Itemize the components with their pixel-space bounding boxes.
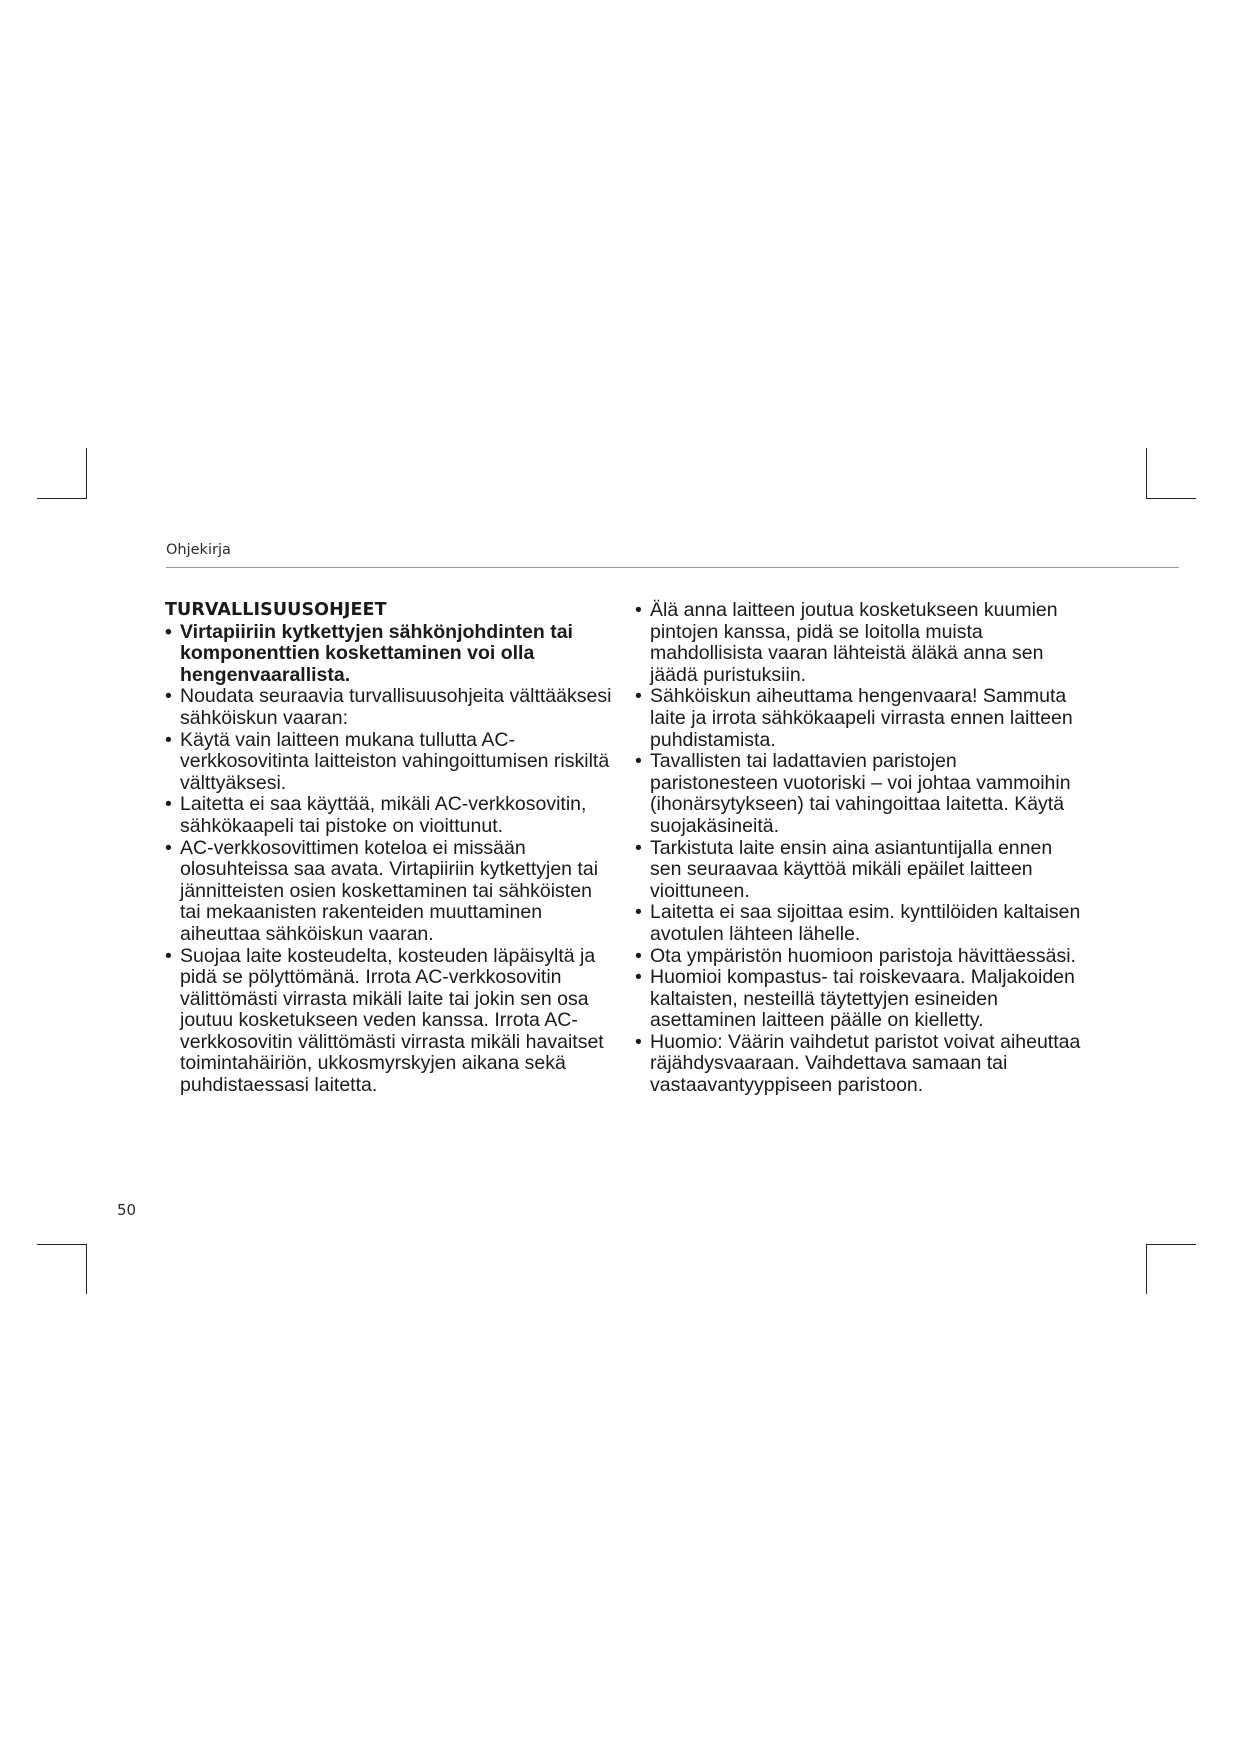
bullet-icon: • (635, 944, 642, 967)
list-item: • Käytä vain laitteen mukana tullutta AC-verkkosovitinta laitteiston vahingoittumisen riskiltä välttyäksesi. (165, 728, 610, 794)
list-item: • Noudata seuraavia turvallisuusohjeita välttääksesi sähköiskun vaaran: (165, 685, 612, 729)
bullet-icon: • (165, 793, 172, 816)
list-item: • Älä anna laitteen joutua kosketukseen kuumien pintojen kanssa, pidä se loitolla muista mahdollisista vaaran lähteistä äläkä anna sen jäädä puristuksiin. (635, 599, 1058, 686)
list-item: • Tarkistuta laite ensin aina asiantuntijalla ennen sen seuraavaa käyttöä mikäli epäilet laitteen vioittuneen. (635, 836, 1053, 902)
list-item: • Tavallisten tai ladattavien paristojen paristonesteen vuotoriski – voi johtaa vammoihin (ihonärsytykseen) tai vahingoittaa laitetta. Käytä suojakäsineitä. (635, 750, 1071, 837)
right-bullet-list (633, 600, 1083, 1097)
left-column (163, 600, 613, 1097)
bullet-icon: • (165, 620, 172, 643)
bullet-icon: • (635, 1030, 642, 1053)
list-item: • Ota ympäristön huomioon paristoja hävittäessäsi. (635, 944, 1076, 967)
bullet-icon: • (635, 836, 642, 859)
list-item: • Laitetta ei saa sijoittaa esim. kynttilöiden kaltaisen avotulen lähteen lähelle. (635, 901, 1081, 945)
list-item: • Huomio: Väärin vaihdetut paristot voivat aiheuttaa räjähdysvaaraan. Vaihdettava samaan tai vastaavantyyppiseen paristoon. (635, 1030, 1081, 1097)
bullet-icon: • (635, 750, 642, 773)
bullet-icon: • (635, 599, 642, 621)
section-heading: TURVALLISUUSOHJEET (165, 600, 387, 620)
list-item: • AC-verkkosovittimen koteloa ei missään olosuhteissa saa avata. Virtapiiriin kytkettyjen tai jännitteisten osien koskettaminen tai sähköisten tai mekaanisten rakenteiden muuttaminen aiheuttaa sähköiskun vaaran. (165, 836, 599, 945)
list-item: • Sähköiskun aiheuttama hengenvaara! Sammuta laite ja irrota sähkökaapeli virrasta ennen laitteen puhdistamista. (635, 685, 1073, 751)
bullet-icon: • (635, 901, 642, 924)
list-item: • Huomioi kompastus- tai roiskevaara. Maljakoiden kaltaisten, nesteillä täytettyjen esineiden asettaminen laitteen päälle on kielletty. (635, 966, 1075, 1032)
page-number: 50 (117, 1201, 137, 1219)
bullet-icon: • (165, 685, 172, 708)
list-item: • Laitetta ei saa käyttää, mikäli AC-verkkosovitin, sähkökaapeli tai pistoke on vioittunut. (165, 793, 587, 837)
bullet-icon: • (165, 836, 172, 859)
bullet-icon: • (165, 728, 172, 751)
right-column (633, 600, 1083, 1097)
bullet-icon: • (635, 966, 642, 989)
left-bullet-list (163, 622, 613, 1097)
list-item: • Suojaa laite kosteudelta, kosteuden läpäisyltä ja pidä se pölyttömänä. Irrota AC-verkkosovitin välittömästi virrasta mikäli laite tai jokin sen osa joutuu kosketukseen veden kanssa. Irrota AC-verkkosovitin välittömästi virrasta mikäli havaitset toimintahäiriön, ukkosmyrskyjen aikana sekä puhdistaessasi laitetta. (165, 944, 604, 1097)
list-item: • Virtapiiriin kytkettyjen sähkönjohdinten tai komponenttien koskettaminen voi olla hengenvaarallista. (165, 620, 573, 686)
header-divider (166, 567, 1179, 568)
running-header: Ohjekirja (166, 542, 231, 558)
bullet-icon: • (635, 685, 642, 708)
bullet-icon: • (165, 944, 172, 967)
